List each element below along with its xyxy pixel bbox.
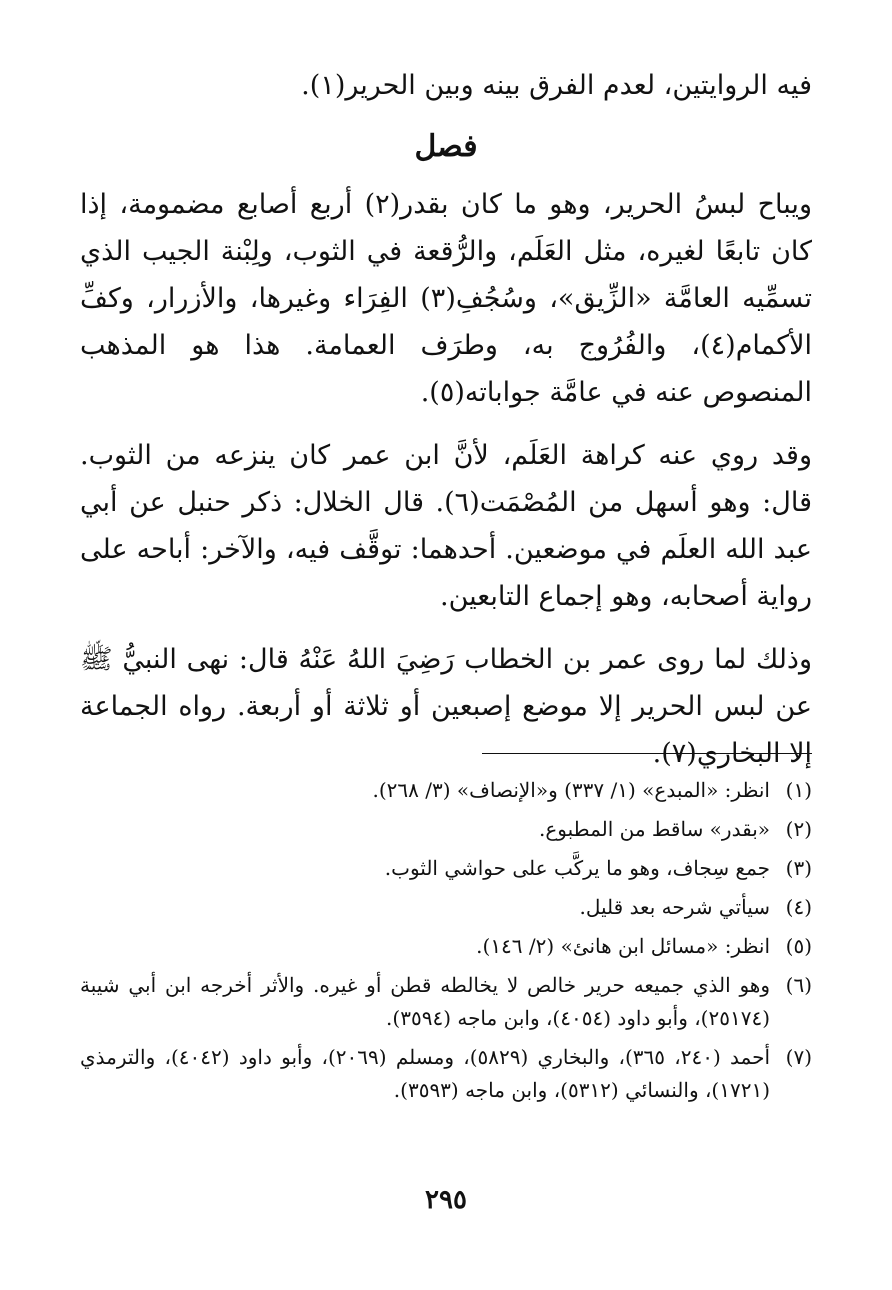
footnote-number: (٧) [785,1045,812,1069]
footnote [80,891,812,924]
main-text [80,62,812,777]
footnote-text: وهو الذي جميعه حرير خالص لا يخالطه قطن أو غيره. والأثر أخرجه ابن أبي شيبة (٢٥١٧٤)، وأبو داود (٤٠٥٤)، وابن ماجه (٣٥٩٤). [80,973,770,1030]
footnote-number: (١) [785,778,812,802]
footnote-number: (٤) [785,895,812,919]
footnote-number: (٣) [785,856,812,880]
paragraph-alam-narration: وقد روي عنه كراهة العَلَم، لأنَّ ابن عمر كان ينزعه من الثوب. قال: وهو أسهل من المُصْمَت(٦). قال الخلال: ذكر حنبل عن أبي عبد الله العلَم في موضعين. أحدهما: توقَّف فيه، والآخر: أباحه على رواية أصحابه، وهو إجماع التابعين. [80,440,812,612]
footnotes [80,774,812,1113]
footnote-text: انظر: «مسائل ابن هانئ» (٢/ ١٤٦). [476,934,770,958]
footnote [80,852,812,885]
footnote [80,813,812,846]
page-number: ٢٩٥ [425,1185,467,1215]
footnote [80,930,812,963]
paragraph-umar-hadith: وذلك لما روى عمر بن الخطاب رَضِيَ اللهُ عَنْهُ قال: نهى النبيُّ ﷺ عن لبس الحرير إلا موضع إصبعين أو ثلاثة أو أربعة. رواه الجماعة إلا البخاري(٧). [80,644,812,769]
section-heading: فصل [414,129,478,164]
footnote-text: سيأتي شرحه بعد قليل. [579,895,770,919]
footnote [80,774,812,807]
footnote-number: (٦) [785,973,812,997]
footnote-number: (٢) [785,817,812,841]
footnote-number: (٥) [785,934,812,958]
footnote-text: أحمد (٢٤٠، ٣٦٥)، والبخاري (٥٨٢٩)، ومسلم (٢٠٦٩)، وأبو داود (٤٠٤٢)، والترمذي (١٧٢١)، والنسائي (٥٣١٢)، وابن ماجه (٣٥٩٣). [80,1045,771,1102]
paragraph-continuation: فيه الروايتين، لعدم الفرق بينه وبين الحرير(١). [301,70,812,101]
footnote-separator [482,753,812,754]
footnote [80,1041,812,1107]
paragraph-silk-permission: ويباح لبسُ الحرير، وهو ما كان بقدر(٢) أربع أصابع مضمومة، إذا كان تابعًا لغيره، مثل العَلَم، والرُّقعة في الثوب، ولِبْنة الجيب الذي تسمِّيه العامَّة «الزِّيق»، وسُجُفِ(٣) الفِرَاء وغيرها، والأزرار، وكفِّ الأكمام(٤)، والفُرُوج به، وطرَف العمامة. هذا هو المذهب المنصوص عنه في عامَّة جواباته(٥). [80,189,813,408]
footnote-text: «بقدر» ساقط من المطبوع. [539,817,770,841]
footnote-text: انظر: «المبدع» (١/ ٣٣٧) و«الإنصاف» (٣/ ٢٦٨). [372,778,770,802]
footnote-text: جمع سِجاف، وهو ما يركَّب على حواشي الثوب. [384,856,770,880]
footnote [80,969,812,1035]
